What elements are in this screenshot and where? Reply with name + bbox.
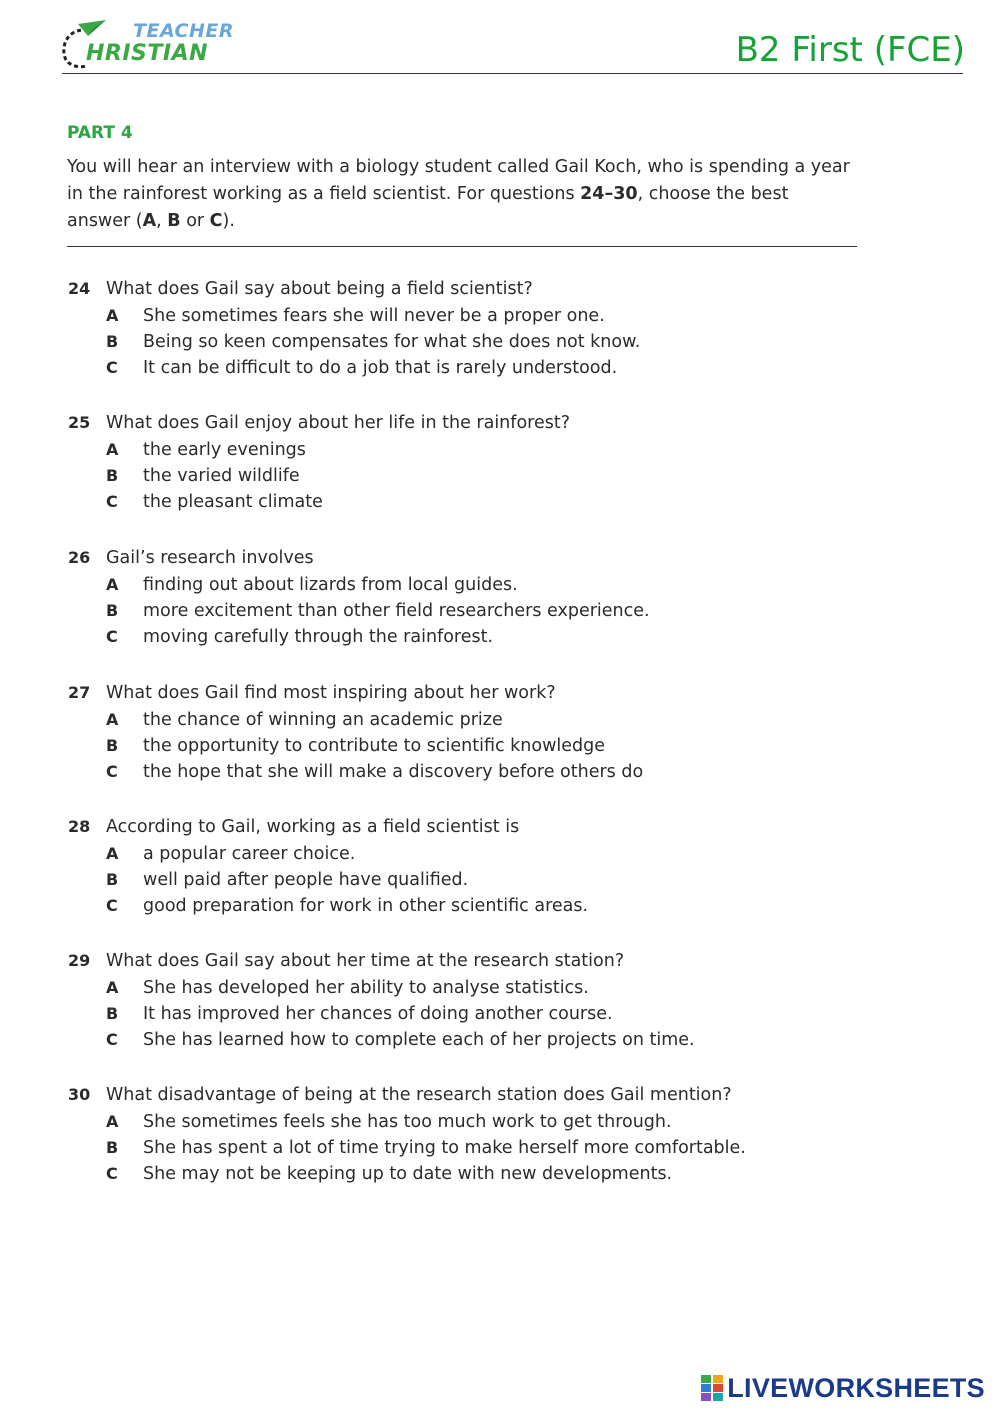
question-number: 27 bbox=[68, 683, 91, 702]
option-a[interactable]: A She sometimes feels she has too much work to get through. bbox=[106, 1112, 672, 1132]
teacher-christian-logo bbox=[58, 18, 235, 70]
question-number: 28 bbox=[68, 817, 91, 836]
option-a[interactable]: A the early evenings bbox=[106, 440, 306, 460]
question-number: 24 bbox=[68, 279, 91, 298]
option-b[interactable]: B the opportunity to contribute to scientific knowledge bbox=[106, 736, 606, 756]
question-number: 26 bbox=[68, 548, 91, 567]
logo-text-teacher: TEACHER bbox=[133, 20, 235, 42]
question-28 bbox=[68, 817, 828, 922]
instructions-divider bbox=[67, 246, 857, 247]
option-a[interactable]: A She has developed her ability to analyse statistics. bbox=[106, 978, 589, 998]
question-number: 29 bbox=[68, 951, 91, 970]
part-label: PART 4 bbox=[67, 123, 133, 143]
exam-title: B2 First (FCE) bbox=[735, 30, 965, 70]
question-30 bbox=[68, 1085, 828, 1190]
option-b[interactable]: B She has spent a lot of time trying to make herself more comfortable. bbox=[106, 1138, 746, 1158]
option-a[interactable]: A She sometimes fears she will never be a proper one. bbox=[106, 306, 605, 326]
question-number: 30 bbox=[68, 1085, 91, 1104]
question-29 bbox=[68, 951, 828, 1056]
question-text: Gail’s research involves bbox=[106, 548, 314, 568]
option-a[interactable]: A a popular career choice. bbox=[106, 844, 356, 864]
question-27 bbox=[68, 683, 828, 788]
option-b[interactable]: B well paid after people have qualified. bbox=[106, 870, 469, 890]
option-b[interactable]: B It has improved her chances of doing another course. bbox=[106, 1004, 613, 1024]
option-c[interactable]: C She may not be keeping up to date with new developments. bbox=[106, 1164, 673, 1184]
question-26 bbox=[68, 548, 828, 653]
liveworksheets-logo-icon bbox=[701, 1375, 723, 1401]
option-c[interactable]: C good preparation for work in other scientific areas. bbox=[106, 896, 589, 916]
option-c[interactable]: C moving carefully through the rainforest. bbox=[106, 627, 494, 647]
logo-text-christian: HRISTIAN bbox=[86, 41, 209, 66]
question-25 bbox=[68, 413, 828, 518]
question-text: What does Gail say about being a field scientist? bbox=[106, 279, 533, 299]
option-c[interactable]: C It can be difficult to do a job that is rarely understood. bbox=[106, 358, 618, 378]
question-number: 25 bbox=[68, 413, 91, 432]
header-divider bbox=[62, 73, 963, 74]
option-b[interactable]: B the varied wildlife bbox=[106, 466, 300, 486]
liveworksheets-brand: LIVEWORKSHEETS bbox=[727, 1372, 985, 1403]
instructions: You will hear an interview with a biology student called Gail Koch, who is spending a year in the rainforest working as a field scientist. For questions 24–30, choose the best answer (A, B or C). bbox=[67, 157, 850, 231]
question-text: What does Gail say about her time at the research station? bbox=[106, 951, 625, 971]
option-c[interactable]: C the pleasant climate bbox=[106, 492, 323, 512]
question-text: What does Gail enjoy about her life in the rainforest? bbox=[106, 413, 570, 433]
liveworksheets-footer bbox=[701, 1372, 985, 1404]
question-24 bbox=[68, 279, 828, 384]
option-b[interactable]: B more excitement than other field researchers experience. bbox=[106, 601, 650, 621]
option-a[interactable]: A the chance of winning an academic prize bbox=[106, 710, 503, 730]
option-c[interactable]: C the hope that she will make a discovery before others do bbox=[106, 762, 644, 782]
option-b[interactable]: B Being so keen compensates for what she does not know. bbox=[106, 332, 641, 352]
question-text: What disadvantage of being at the research station does Gail mention? bbox=[106, 1085, 732, 1105]
option-a[interactable]: A finding out about lizards from local guides. bbox=[106, 575, 518, 595]
question-text: What does Gail find most inspiring about her work? bbox=[106, 683, 556, 703]
option-c[interactable]: C She has learned how to complete each of her projects on time. bbox=[106, 1030, 695, 1050]
question-text: According to Gail, working as a field scientist is bbox=[106, 817, 520, 837]
